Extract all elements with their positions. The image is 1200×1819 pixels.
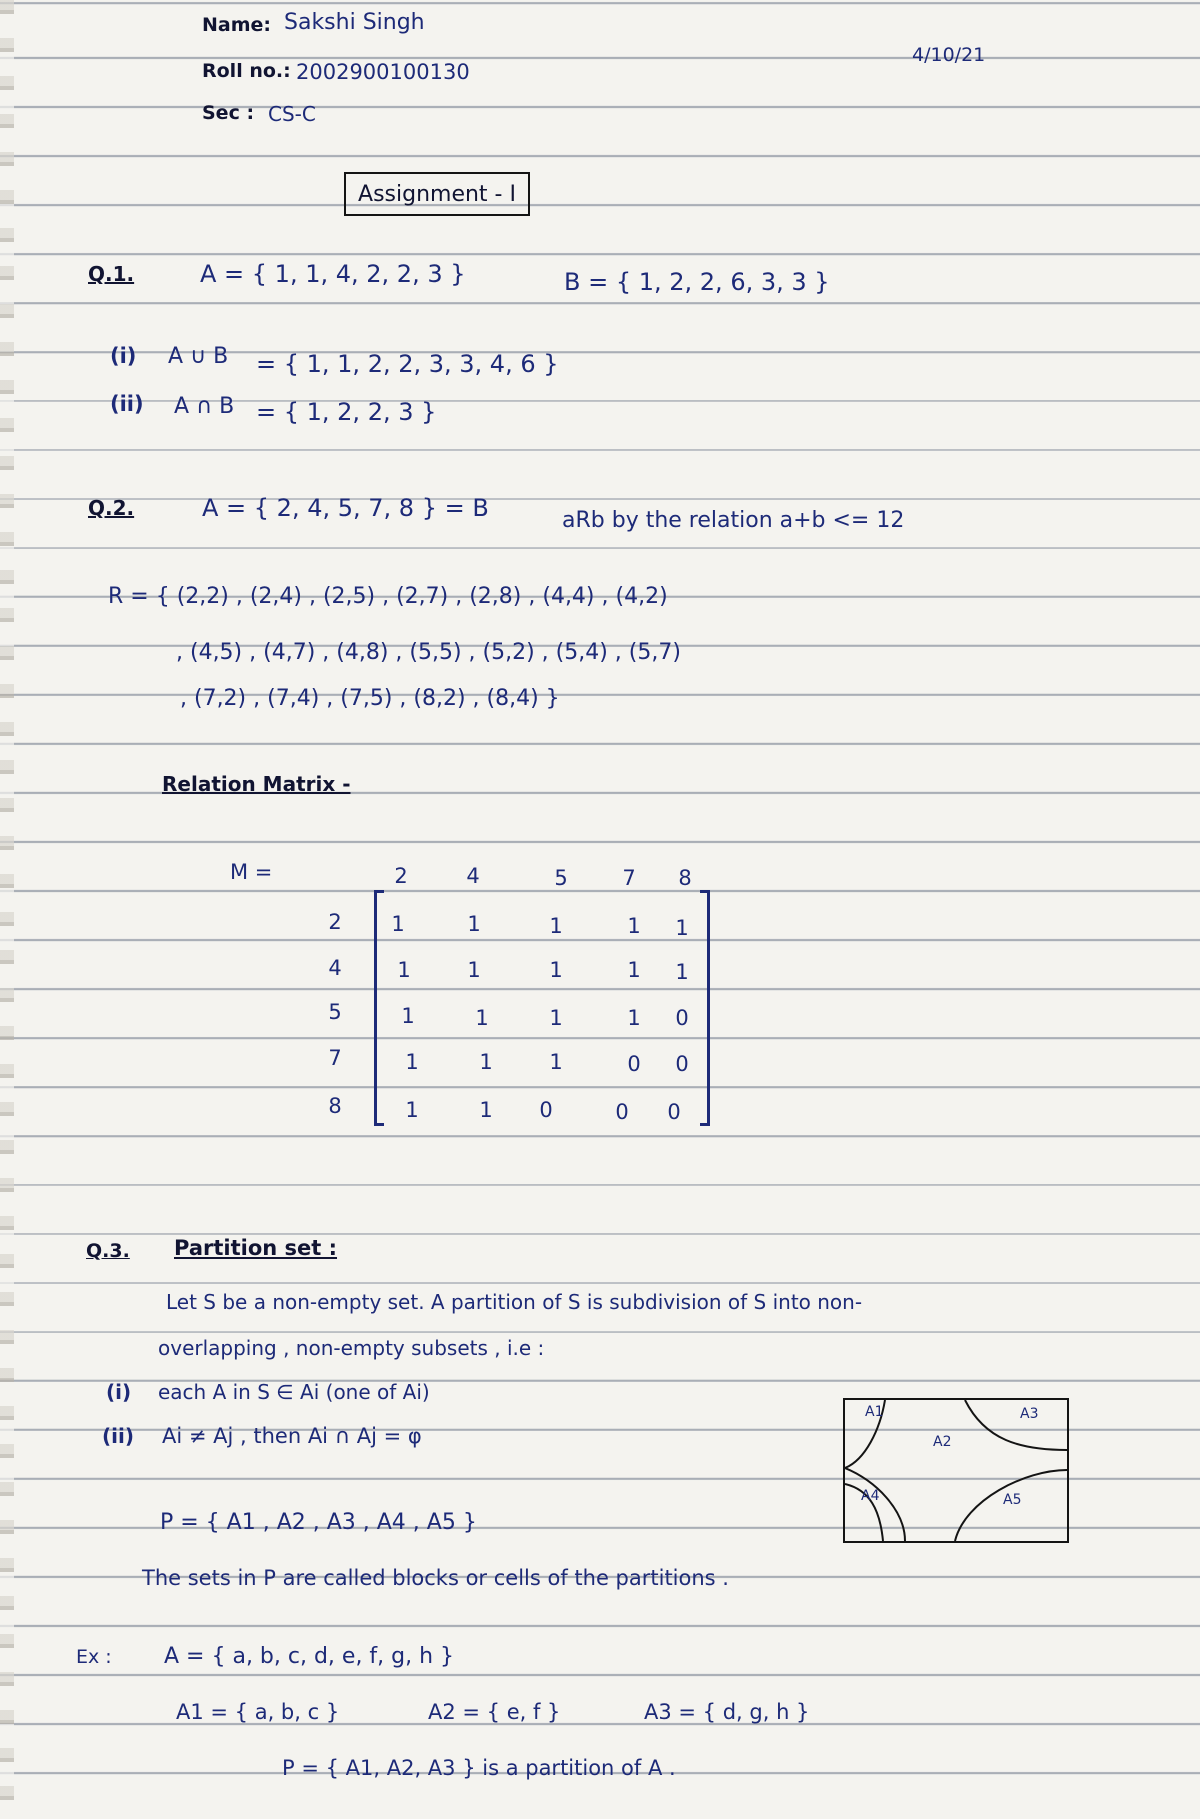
matrix-cell: 1: [675, 916, 689, 940]
sec-value: CS-C: [268, 102, 316, 126]
matrix-cell: 1: [549, 914, 563, 938]
q3-definition-line-1: Let S be a non-empty set. A partition of S is subdivision of S into non-: [166, 1290, 863, 1314]
q3-definition-line-2: overlapping , non-empty subsets , i.e :: [158, 1336, 545, 1360]
q1-label: Q.1.: [88, 262, 135, 286]
diagram-label: A2: [933, 1434, 952, 1450]
roll-label: Roll no.:: [202, 60, 291, 82]
example-partition: P = { A1, A2, A3 } is a partition of A .: [282, 1756, 676, 1780]
matrix-cell: 0: [627, 1052, 641, 1076]
matrix-cell: 0: [539, 1098, 553, 1122]
example-set-a: A = { a, b, c, d, e, f, g, h }: [164, 1644, 455, 1669]
q3-label: Q.3.: [86, 1240, 130, 1262]
diagram-label: A5: [1003, 1492, 1022, 1508]
name-value: Sakshi Singh: [284, 10, 425, 35]
example-a1: A1 = { a, b, c }: [176, 1700, 340, 1724]
matrix-cell: 1: [391, 912, 405, 936]
q2-relation-line-1: R = { (2,2) , (2,4) , (2,5) , (2,7) , (2,8) , (4,4) , (4,2): [108, 584, 668, 609]
matrix-cell: 1: [627, 914, 641, 938]
matrix-cell: 0: [675, 1006, 689, 1030]
matrix-col-header: 8: [678, 866, 692, 890]
matrix-cell: 1: [675, 960, 689, 984]
matrix-row-header: 8: [328, 1094, 342, 1118]
example-a2: A2 = { e, f }: [428, 1700, 561, 1724]
q2-relation-line-2: , (4,5) , (4,7) , (4,8) , (5,5) , (5,2) , (5,4) , (5,7): [176, 640, 681, 665]
matrix-col-header: 4: [466, 864, 480, 888]
matrix-cell: 1: [405, 1050, 419, 1074]
q1-set-b: B = { 1, 2, 2, 6, 3, 3 }: [564, 268, 830, 296]
page-title: Assignment - I: [344, 172, 530, 216]
q3-condition-1: each A in S ∈ Ai (one of Ai): [158, 1380, 430, 1404]
matrix-cell: 0: [615, 1100, 629, 1124]
example-a3: A3 = { d, g, h }: [644, 1700, 810, 1724]
diagram-label: A4: [861, 1488, 880, 1504]
q3-heading: Partition set :: [174, 1236, 338, 1260]
matrix-col-header: 7: [622, 866, 636, 890]
matrix-cell: 1: [467, 958, 481, 982]
q1-union-rhs: = { 1, 1, 2, 2, 3, 3, 4, 6 }: [256, 350, 559, 378]
q3-condition-2: Ai ≠ Aj , then Ai ∩ Aj = φ: [162, 1424, 422, 1448]
q1-set-a: A = { 1, 1, 4, 2, 2, 3 }: [200, 260, 466, 288]
example-label: Ex :: [76, 1646, 112, 1668]
matrix-row-header: 7: [328, 1046, 342, 1070]
date: 4/10/21: [912, 44, 986, 66]
diagram-label: A1: [865, 1404, 884, 1420]
partition-diagram: [843, 1398, 1069, 1543]
matrix-col-header: 2: [394, 864, 408, 888]
diagram-label: A3: [1020, 1406, 1039, 1422]
q1-intersection-lhs: A ∩ B: [174, 394, 235, 419]
matrix-cell: 1: [405, 1098, 419, 1122]
q3-condition-1-number: (i): [106, 1380, 132, 1404]
matrix-cell: 1: [627, 958, 641, 982]
matrix-cell: 1: [479, 1050, 493, 1074]
partition-set: P = { A1 , A2 , A3 , A4 , A5 }: [160, 1510, 477, 1535]
matrix-cell: 1: [549, 1050, 563, 1074]
q2-relation-line-3: , (7,2) , (7,4) , (7,5) , (8,2) , (8,4) }: [180, 686, 560, 711]
q3-condition-2-number: (ii): [102, 1424, 134, 1448]
matrix-cell: 1: [467, 912, 481, 936]
matrix-cell: 1: [627, 1006, 641, 1030]
matrix-cell: 0: [667, 1100, 681, 1124]
q1-intersection-rhs: = { 1, 2, 2, 3 }: [256, 398, 437, 426]
matrix-row-header: 2: [328, 910, 342, 934]
q2-set-a: A = { 2, 4, 5, 7, 8 } = B: [202, 494, 489, 522]
matrix-cell: 1: [401, 1004, 415, 1028]
matrix-cell: 0: [675, 1052, 689, 1076]
spiral-binding: [0, 0, 14, 1819]
q2-relation-text: aRb by the relation a+b <= 12: [562, 508, 905, 533]
matrix-cell: 1: [475, 1006, 489, 1030]
blocks-text: The sets in P are called blocks or cells of the partitions .: [142, 1566, 729, 1590]
matrix-cell: 1: [397, 958, 411, 982]
q1-union-lhs: A ∪ B: [168, 344, 229, 369]
matrix-cell: 1: [549, 958, 563, 982]
matrix-label: M =: [230, 860, 273, 884]
q1-part1-number: (i): [110, 344, 137, 368]
q2-label: Q.2.: [88, 496, 135, 520]
matrix-col-header: 5: [554, 866, 568, 890]
q1-part2-number: (ii): [110, 392, 144, 416]
roll-value: 2002900100130: [296, 60, 470, 84]
matrix-row-header: 5: [328, 1000, 342, 1024]
sec-label: Sec :: [202, 102, 255, 124]
matrix-cell: 1: [549, 1006, 563, 1030]
matrix-row-header: 4: [328, 956, 342, 980]
matrix-cell: 1: [479, 1098, 493, 1122]
relation-matrix-heading: Relation Matrix -: [162, 772, 351, 796]
relation-matrix: [374, 890, 710, 1126]
name-label: Name:: [202, 14, 272, 36]
